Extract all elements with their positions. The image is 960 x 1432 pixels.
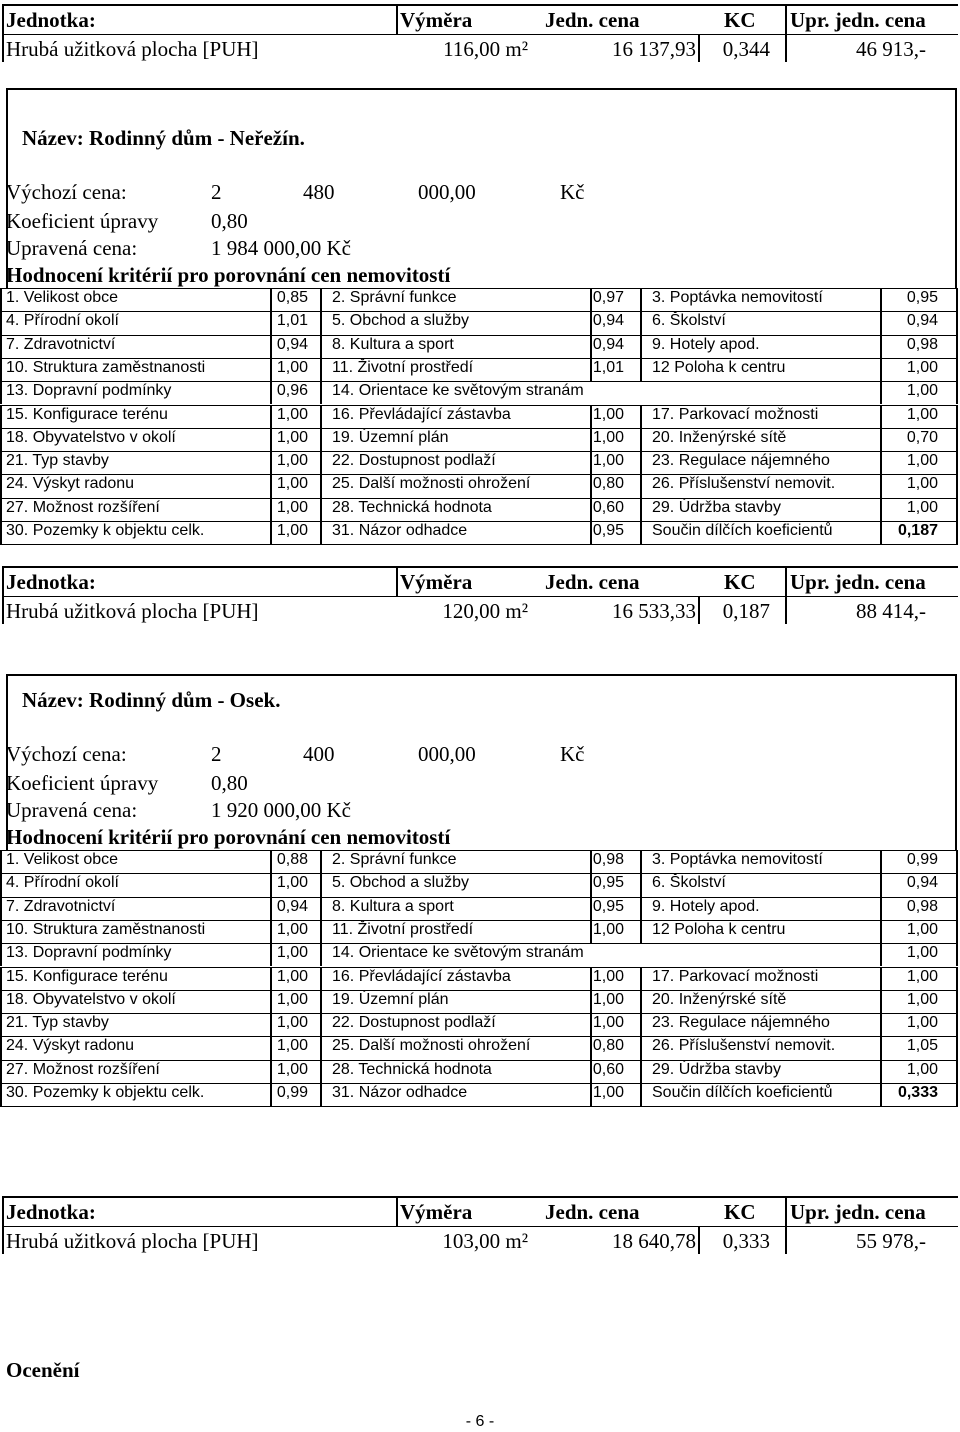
grid-divider xyxy=(320,311,322,334)
grid-divider xyxy=(956,920,958,943)
criterion-label: 9. Hotely apod. xyxy=(652,335,760,353)
criterion-value: 0,333 xyxy=(897,1084,938,1101)
criterion-label: 7. Zdravotnictví xyxy=(6,335,116,353)
criterion-label: 18. Obyvatelstvo v okolí xyxy=(6,990,176,1008)
start-price-label: Výchozí cena: xyxy=(6,742,127,766)
unit-price: 16 137,93 xyxy=(612,37,696,61)
grid-divider xyxy=(320,428,322,451)
criterion-label: 9. Hotely apod. xyxy=(652,897,760,915)
criterion-label: 29. Údržba stavby xyxy=(652,498,781,516)
grid-divider xyxy=(956,498,958,521)
criterion-label: 29. Údržba stavby xyxy=(652,1060,781,1078)
criterion-label: 25. Další možnosti ohrožení xyxy=(332,475,531,493)
grid-divider xyxy=(0,498,2,521)
grid-divider xyxy=(0,967,2,990)
divider xyxy=(785,1196,787,1254)
criterion-label: 20. Inženýrské sítě xyxy=(652,428,787,446)
grid-divider xyxy=(640,850,642,873)
grid-line xyxy=(0,897,958,898)
unit-table-1 xyxy=(0,4,960,66)
grid-divider xyxy=(0,943,2,966)
grid-divider xyxy=(956,451,958,474)
grid-divider xyxy=(320,358,322,381)
grid-divider xyxy=(320,1013,322,1036)
divider xyxy=(396,1196,398,1226)
criterion-value: 0,99 xyxy=(906,851,938,868)
divider xyxy=(2,4,4,62)
divider xyxy=(785,566,787,624)
criterion-value: 1,00 xyxy=(276,358,308,376)
criteria-grid xyxy=(0,288,960,544)
unit-col-header: Upr. jedn. cena xyxy=(790,8,926,32)
criterion-label: 15. Konfigurace terénu xyxy=(6,405,168,423)
criterion-value: 1,00 xyxy=(906,358,938,376)
coef-value: 0,80 xyxy=(211,209,248,233)
grid-divider xyxy=(320,405,322,428)
criterion-value: 1,00 xyxy=(276,452,308,470)
criterion-label: 19. Územní plán xyxy=(332,990,449,1008)
criterion-value: 0,99 xyxy=(276,1084,308,1101)
adjusted-value: 1 920 000,00 Kč xyxy=(211,798,351,822)
grid-line xyxy=(0,311,958,312)
grid-divider xyxy=(640,474,642,497)
divider xyxy=(2,4,958,6)
criterion-label: Součin dílčích koeficientů xyxy=(652,522,833,539)
criterion-label: 26. Příslušenství nemovit. xyxy=(652,475,836,493)
grid-divider xyxy=(640,405,642,428)
start-price-part: 400 xyxy=(303,742,335,766)
unit-kc: 0,333 xyxy=(722,1229,770,1253)
criterion-value: 1,00 xyxy=(592,1084,624,1101)
grid-divider xyxy=(0,474,2,497)
criterion-label: 31. Názor odhadce xyxy=(332,522,468,539)
criterion-value: 1,00 xyxy=(906,1060,938,1078)
criterion-label: 21. Typ stavby xyxy=(6,452,109,470)
unit-col-header: Jednotka: xyxy=(6,8,96,32)
criterion-label: 5. Obchod a služby xyxy=(332,874,469,892)
criterion-label: 26. Příslušenství nemovit. xyxy=(652,1037,836,1055)
criterion-label: 18. Obyvatelstvo v okolí xyxy=(6,428,176,446)
grid-divider xyxy=(0,521,2,544)
grid-line xyxy=(0,544,958,545)
criterion-value: 1,00 xyxy=(592,967,624,985)
unit-col-header: Výměra xyxy=(400,8,473,32)
unit-col-header: Jednotka: xyxy=(6,570,96,594)
criterion-value: 1,05 xyxy=(906,1037,938,1055)
grid-divider xyxy=(640,288,642,311)
grid-divider xyxy=(0,335,2,358)
criterion-value: 1,00 xyxy=(592,452,624,470)
grid-divider xyxy=(320,920,322,943)
criterion-value: 0,70 xyxy=(906,428,938,446)
criterion-label: 10. Struktura zaměstnanosti xyxy=(6,358,206,376)
unit-table-2 xyxy=(0,566,960,628)
criterion-label: 21. Typ stavby xyxy=(6,1014,109,1032)
property-title: Název: Rodinný dům - Neřežín. xyxy=(22,126,305,150)
grid-divider xyxy=(0,288,2,311)
criterion-value: 0,187 xyxy=(897,522,938,539)
criterion-label: 2. Správní funkce xyxy=(332,851,457,868)
criterion-label: 16. Převládající zástavba xyxy=(332,967,511,985)
divider xyxy=(785,4,787,62)
grid-divider xyxy=(956,428,958,451)
criterion-value: 1,00 xyxy=(592,1014,624,1032)
criterion-value: 0,94 xyxy=(592,335,624,353)
criterion-label: 11. Životní prostředí xyxy=(332,920,474,938)
unit-adj-price: 88 414,- xyxy=(856,599,926,623)
criterion-label: 1. Velikost obce xyxy=(6,851,119,868)
criterion-value: 0,95 xyxy=(592,897,624,915)
grid-divider xyxy=(320,967,322,990)
grid-divider xyxy=(956,381,958,404)
grid-divider xyxy=(640,451,642,474)
adjusted-value: 1 984 000,00 Kč xyxy=(211,236,351,260)
criterion-value: 1,00 xyxy=(906,405,938,423)
criterion-value: 0,95 xyxy=(592,874,624,892)
criterion-label: 30. Pozemky k objektu celk. xyxy=(6,1084,205,1101)
grid-divider xyxy=(320,1083,322,1106)
unit-col-header: Výměra xyxy=(400,570,473,594)
grid-divider xyxy=(956,1060,958,1083)
grid-divider xyxy=(320,381,322,404)
grid-divider xyxy=(956,1036,958,1059)
criterion-value: 1,00 xyxy=(906,944,938,962)
unit-col-header: Jedn. cena xyxy=(545,570,640,594)
unit-area: 120,00 m² xyxy=(442,599,528,623)
grid-divider xyxy=(640,990,642,1013)
grid-divider xyxy=(320,1036,322,1059)
criterion-label: 22. Dostupnost podlaží xyxy=(332,1014,496,1032)
criterion-value: 0,94 xyxy=(276,897,308,915)
divider xyxy=(2,566,4,624)
grid-divider xyxy=(320,850,322,873)
divider xyxy=(2,1196,4,1254)
criterion-label: 4. Přírodní okolí xyxy=(6,312,119,330)
criterion-label: 25. Další možnosti ohrožení xyxy=(332,1037,531,1055)
grid-divider xyxy=(956,1013,958,1036)
criterion-label: 1. Velikost obce xyxy=(6,289,119,306)
criterion-label: 17. Parkovací možnosti xyxy=(652,967,819,985)
unit-col-header: KC xyxy=(724,1200,756,1224)
criterion-label: 12 Poloha k centru xyxy=(652,358,786,376)
start-price-part: 2 xyxy=(211,180,222,204)
grid-divider xyxy=(640,1060,642,1083)
grid-divider xyxy=(956,943,958,966)
grid-divider xyxy=(320,498,322,521)
grid-divider xyxy=(640,920,642,943)
unit-price: 18 640,78 xyxy=(612,1229,696,1253)
adjusted-label: Upravená cena: xyxy=(6,236,138,260)
criterion-value: 0,94 xyxy=(592,312,624,330)
divider xyxy=(6,674,957,676)
grid-divider xyxy=(640,311,642,334)
grid-divider xyxy=(0,311,2,334)
criterion-value: 0,94 xyxy=(276,335,308,353)
grid-divider xyxy=(640,335,642,358)
unit-name: Hrubá užitková plocha [PUH] xyxy=(6,599,259,623)
criterion-value: 1,00 xyxy=(906,475,938,493)
grid-divider xyxy=(956,311,958,334)
unit-col-header: Upr. jedn. cena xyxy=(790,570,926,594)
grid-divider xyxy=(640,521,642,544)
criterion-value: 0,98 xyxy=(906,897,938,915)
coef-label: Koeficient úpravy xyxy=(6,209,159,233)
property-title: Název: Rodinný dům - Osek. xyxy=(22,688,281,712)
unit-col-header: Jednotka: xyxy=(6,1200,96,1224)
criterion-label: 17. Parkovací možnosti xyxy=(652,405,819,423)
unit-area: 116,00 m² xyxy=(443,37,528,61)
criterion-label: 8. Kultura a sport xyxy=(332,897,454,915)
grid-divider xyxy=(0,358,2,381)
grid-divider xyxy=(320,897,322,920)
grid-divider xyxy=(956,288,958,311)
grid-divider xyxy=(0,1013,2,1036)
criterion-label: 14. Orientace ke světovým stranám xyxy=(332,382,584,400)
criterion-value: 1,00 xyxy=(906,920,938,938)
grid-divider xyxy=(956,897,958,920)
grid-divider xyxy=(320,990,322,1013)
criterion-value: 1,00 xyxy=(592,990,624,1008)
criteria-heading: Hodnocení kritérií pro porovnání cen nemovitostí xyxy=(6,263,451,287)
criterion-value: 0,60 xyxy=(592,1060,624,1078)
divider xyxy=(2,596,958,597)
grid-divider xyxy=(956,850,958,873)
adjusted-label: Upravená cena: xyxy=(6,798,138,822)
criterion-value: 1,00 xyxy=(276,967,308,985)
criterion-value: 0,60 xyxy=(592,498,624,516)
criterion-label: 3. Poptávka nemovitostí xyxy=(652,851,823,868)
criterion-value: 1,00 xyxy=(276,475,308,493)
criterion-label: 8. Kultura a sport xyxy=(332,335,454,353)
grid-divider xyxy=(956,335,958,358)
unit-col-header: KC xyxy=(724,8,756,32)
grid-divider xyxy=(956,474,958,497)
start-price-part: 2 xyxy=(211,742,222,766)
start-price-part: 480 xyxy=(303,180,335,204)
grid-divider xyxy=(640,358,642,381)
criterion-label: 23. Regulace nájemného xyxy=(652,1014,830,1032)
criterion-label: 10. Struktura zaměstnanosti xyxy=(6,920,206,938)
criterion-value: 1,00 xyxy=(276,522,308,539)
criteria-heading: Hodnocení kritérií pro porovnání cen nemovitostí xyxy=(6,825,451,849)
criterion-label: 14. Orientace ke světovým stranám xyxy=(332,944,584,962)
unit-adj-price: 55 978,- xyxy=(856,1229,926,1253)
grid-divider xyxy=(320,288,322,311)
criterion-value: 0,94 xyxy=(906,312,938,330)
coef-value: 0,80 xyxy=(211,771,248,795)
unit-col-header: KC xyxy=(724,570,756,594)
unit-table-3 xyxy=(0,1196,960,1258)
divider xyxy=(2,1196,958,1198)
grid-line xyxy=(0,873,958,874)
unit-col-header: Jedn. cena xyxy=(545,8,640,32)
criterion-label: 19. Územní plán xyxy=(332,428,449,446)
grid-divider xyxy=(640,1036,642,1059)
grid-divider xyxy=(640,498,642,521)
criterion-value: 0,97 xyxy=(592,289,624,306)
grid-line xyxy=(0,335,958,336)
criterion-value: 0,98 xyxy=(592,851,624,868)
criterion-value: 1,00 xyxy=(276,944,308,962)
criterion-value: 1,00 xyxy=(276,1037,308,1055)
criterion-value: 0,95 xyxy=(592,522,624,539)
criterion-value: 0,85 xyxy=(276,289,308,306)
criterion-value: 1,00 xyxy=(276,874,308,892)
unit-col-header: Upr. jedn. cena xyxy=(790,1200,926,1224)
criterion-label: 20. Inženýrské sítě xyxy=(652,990,787,1008)
coef-label: Koeficient úpravy xyxy=(6,771,159,795)
start-price-label: Výchozí cena: xyxy=(6,180,127,204)
grid-divider xyxy=(0,920,2,943)
criterion-label: 31. Názor odhadce xyxy=(332,1084,468,1101)
criterion-value: 1,01 xyxy=(592,358,624,376)
grid-divider xyxy=(320,451,322,474)
grid-divider xyxy=(0,1036,2,1059)
criterion-value: 1,00 xyxy=(906,498,938,516)
start-price-part: 000,00 xyxy=(418,180,476,204)
criterion-label: 24. Výskyt radonu xyxy=(6,475,135,493)
grid-line xyxy=(0,1106,958,1107)
grid-divider xyxy=(956,990,958,1013)
criterion-value: 1,00 xyxy=(906,967,938,985)
grid-divider xyxy=(640,1013,642,1036)
divider xyxy=(2,34,958,35)
criterion-value: 1,00 xyxy=(276,920,308,938)
divider xyxy=(955,674,957,850)
criterion-label: 7. Zdravotnictví xyxy=(6,897,116,915)
criterion-label: 12 Poloha k centru xyxy=(652,920,786,938)
criterion-value: 0,94 xyxy=(906,874,938,892)
criterion-label: 5. Obchod a služby xyxy=(332,312,469,330)
divider xyxy=(2,1226,958,1227)
unit-price: 16 533,33 xyxy=(612,599,696,623)
grid-divider xyxy=(320,474,322,497)
unit-col-header: Jedn. cena xyxy=(545,1200,640,1224)
criterion-value: 1,00 xyxy=(276,428,308,446)
criterion-label: 13. Dopravní podmínky xyxy=(6,944,172,962)
criterion-value: 1,00 xyxy=(592,428,624,446)
grid-divider xyxy=(956,967,958,990)
grid-divider xyxy=(640,897,642,920)
criterion-label: 15. Konfigurace terénu xyxy=(6,967,168,985)
grid-divider xyxy=(0,1083,2,1106)
grid-divider xyxy=(640,967,642,990)
criterion-label: 28. Technická hodnota xyxy=(332,1060,492,1078)
criterion-value: 1,01 xyxy=(276,312,308,330)
criterion-value: 0,95 xyxy=(906,289,938,306)
unit-kc: 0,187 xyxy=(722,599,770,623)
unit-adj-price: 46 913,- xyxy=(856,37,926,61)
grid-divider xyxy=(320,943,322,966)
grid-divider xyxy=(640,1083,642,1106)
criterion-value: 1,00 xyxy=(276,1060,308,1078)
grid-divider xyxy=(0,850,2,873)
unit-col-header: Výměra xyxy=(400,1200,473,1224)
criterion-label: 24. Výskyt radonu xyxy=(6,1037,135,1055)
criterion-value: 0,80 xyxy=(592,1037,624,1055)
criterion-value: 1,00 xyxy=(592,920,624,938)
criteria-grid xyxy=(0,850,960,1106)
criterion-value: 1,00 xyxy=(906,1014,938,1032)
criterion-value: 1,00 xyxy=(906,990,938,1008)
criterion-label: 30. Pozemky k objektu celk. xyxy=(6,522,205,539)
criterion-value: 1,00 xyxy=(276,498,308,516)
grid-divider xyxy=(640,428,642,451)
start-price-currency: Kč xyxy=(560,180,585,204)
divider xyxy=(6,88,957,90)
grid-divider xyxy=(0,990,2,1013)
grid-divider xyxy=(0,873,2,896)
grid-divider xyxy=(320,873,322,896)
criterion-label: Součin dílčích koeficientů xyxy=(652,1084,833,1101)
criterion-value: 1,00 xyxy=(276,1014,308,1032)
unit-name: Hrubá užitková plocha [PUH] xyxy=(6,37,259,61)
criterion-label: 3. Poptávka nemovitostí xyxy=(652,289,823,306)
criterion-value: 1,00 xyxy=(906,452,938,470)
criterion-value: 1,00 xyxy=(276,990,308,1008)
page-number: - 6 - xyxy=(465,1413,495,1430)
criterion-label: 2. Správní funkce xyxy=(332,289,457,306)
criterion-label: 11. Životní prostředí xyxy=(332,358,474,376)
criterion-value: 1,00 xyxy=(906,382,938,400)
grid-divider xyxy=(640,873,642,896)
criterion-label: 27. Možnost rozšíření xyxy=(6,498,160,516)
criterion-value: 0,88 xyxy=(276,851,308,868)
grid-divider xyxy=(956,873,958,896)
grid-divider xyxy=(0,451,2,474)
divider xyxy=(2,566,958,568)
grid-divider xyxy=(956,405,958,428)
criterion-value: 1,00 xyxy=(592,405,624,423)
grid-divider xyxy=(956,358,958,381)
criterion-label: 13. Dopravní podmínky xyxy=(6,382,172,400)
grid-divider xyxy=(320,521,322,544)
grid-divider xyxy=(956,1083,958,1106)
start-price-currency: Kč xyxy=(560,742,585,766)
grid-divider xyxy=(0,897,2,920)
divider xyxy=(396,566,398,596)
criterion-label: 27. Možnost rozšíření xyxy=(6,1060,160,1078)
criterion-label: 22. Dostupnost podlaží xyxy=(332,452,496,470)
criterion-value: 0,98 xyxy=(906,335,938,353)
grid-divider xyxy=(0,1060,2,1083)
criterion-value: 1,00 xyxy=(276,405,308,423)
criterion-label: 6. Školství xyxy=(652,874,726,892)
criterion-label: 6. Školství xyxy=(652,312,726,330)
grid-divider xyxy=(0,428,2,451)
grid-divider xyxy=(320,335,322,358)
start-price-part: 000,00 xyxy=(418,742,476,766)
grid-divider xyxy=(0,405,2,428)
grid-divider xyxy=(956,521,958,544)
divider xyxy=(955,88,957,288)
criterion-label: 16. Převládající zástavba xyxy=(332,405,511,423)
criterion-value: 0,80 xyxy=(592,475,624,493)
criterion-label: 28. Technická hodnota xyxy=(332,498,492,516)
section-title: Ocenění xyxy=(6,1358,80,1382)
divider xyxy=(396,4,398,34)
unit-area: 103,00 m² xyxy=(442,1229,528,1253)
criterion-value: 0,96 xyxy=(276,382,308,400)
unit-name: Hrubá užitková plocha [PUH] xyxy=(6,1229,259,1253)
unit-kc: 0,344 xyxy=(722,37,770,61)
grid-divider xyxy=(0,381,2,404)
grid-divider xyxy=(320,1060,322,1083)
criterion-label: 23. Regulace nájemného xyxy=(652,452,830,470)
criterion-label: 4. Přírodní okolí xyxy=(6,874,119,892)
